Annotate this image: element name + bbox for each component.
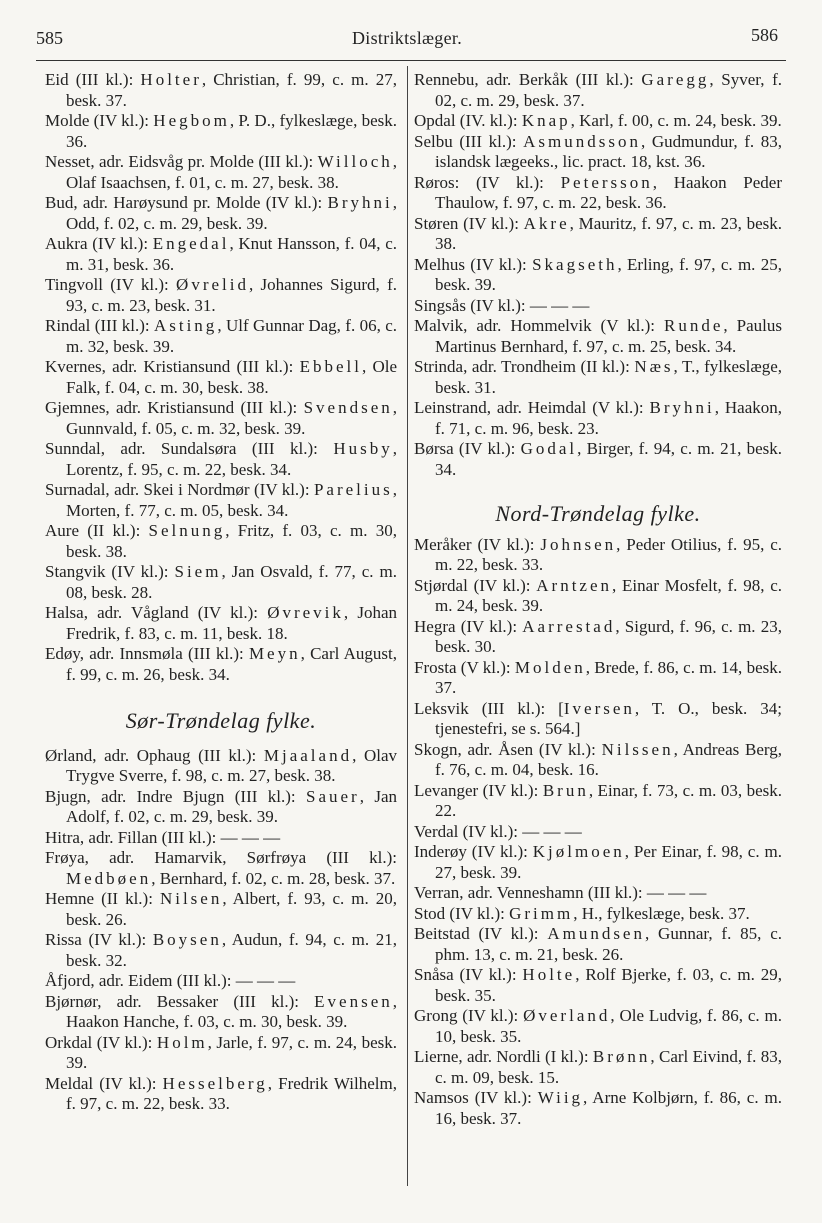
district-label: Børsa (IV kl.): <box>414 439 521 458</box>
doctor-details: , H., fylkeslæge, besk. 37. <box>573 903 750 923</box>
doctor-details: , Odd, f. 02, c. m. 29, besk. 39. <box>66 193 397 233</box>
doctor-details: , Jarle, f. 97, c. m. 24, besk. 39. <box>66 1032 397 1072</box>
doctor-details: , Einar, f. 73, c. m. 03, besk. 22. <box>435 780 782 820</box>
district-entry <box>414 576 782 617</box>
district-label: Rissa (IV kl.): <box>45 930 153 949</box>
district-entry <box>414 1006 782 1047</box>
doctor-details: , Audun, f. 94, c. m. 21, besk. 32. <box>66 930 397 970</box>
district-label: Rindal (III kl.): <box>45 316 154 335</box>
doctor-surname: Selnung <box>148 521 226 540</box>
doctor-details: , Mauritz, f. 97, c. m. 23, besk. 38. <box>435 213 782 253</box>
district-entry <box>414 842 782 883</box>
district-entry <box>414 658 782 699</box>
doctor-surname: Parelius <box>313 480 393 499</box>
district-entry <box>414 904 782 925</box>
district-label: Snåsa (IV kl.): <box>414 965 523 984</box>
page-number-left: 585 <box>36 28 63 48</box>
doctor-details: , Haakon Peder Thaulow, f. 97, c. m. 22, besk. 36. <box>435 172 782 212</box>
doctor-surname: Johnsen <box>540 534 617 554</box>
doctor-surname: Øverland <box>523 1006 611 1025</box>
district-entry <box>414 214 782 255</box>
doctor-details: , T. O., besk. 34; tjenestefri, se s. 564.] <box>435 698 783 738</box>
district-label: Nesset, adr. Eidsvåg pr. Molde (III kl.): <box>45 152 318 171</box>
district-label: Aukra (IV kl.): <box>45 234 153 253</box>
doctor-surname: Runde <box>664 316 724 335</box>
district-label: Stangvik (IV kl.): <box>45 562 175 581</box>
doctor-details: , Knut Hansson, f. 04, c. m. 31, besk. 36. <box>66 234 397 274</box>
doctor-surname: Iversen <box>563 698 635 718</box>
district-label: Tingvoll (IV kl.): <box>45 275 177 294</box>
doctor-surname: Holter <box>140 70 202 89</box>
doctor-surname: Nilssen <box>601 739 674 759</box>
district-label: Opdal (IV. kl.): <box>414 111 522 130</box>
district-label: Leksvik (III kl.): [ <box>414 698 564 718</box>
district-label: Eid (III kl.): <box>45 70 141 89</box>
district-entry <box>45 644 397 685</box>
district-label: Meråker (IV kl.): <box>414 534 541 554</box>
doctor-surname: Ebbell <box>299 357 362 376</box>
district-label: Hegra (IV kl.): <box>414 616 523 636</box>
doctor-surname: Willoch <box>317 152 393 171</box>
district-label: Grong (IV kl.): <box>414 1006 524 1025</box>
district-entry <box>45 889 397 930</box>
doctor-surname: Medbøen <box>66 868 152 888</box>
doctor-surname: Wiig <box>537 1088 584 1107</box>
doctor-details: , Carl Eivind, f. 83, c. m. 09, besk. 15. <box>435 1047 782 1087</box>
doctor-surname: Øvrevik <box>267 603 344 622</box>
doctor-surname: Nilsen <box>159 889 223 908</box>
running-title: Distriktslæger. <box>351 28 462 48</box>
doctor-surname: Siem <box>174 562 222 581</box>
district-label: Hemne (II kl.): <box>45 889 160 908</box>
district-entry <box>45 111 397 152</box>
district-label: Selbu (III kl.): <box>414 131 524 151</box>
district-entry <box>414 535 782 576</box>
doctor-details: , Ole Ludvig, f. 86, c. m. 10, besk. 35. <box>435 1006 782 1046</box>
district-entry <box>45 1033 397 1074</box>
district-entry <box>414 883 782 904</box>
doctor-details: , Jan Osvald, f. 77, c. m. 08, besk. 28. <box>66 562 397 602</box>
district-entry <box>45 439 397 480</box>
district-label: Kvernes, adr. Kristiansund (III kl.): <box>45 357 300 376</box>
doctor-details: , Syver, f. 02, c. m. 29, besk. 37. <box>435 70 782 110</box>
district-entry <box>45 275 397 316</box>
doctor-surname: Engedal <box>152 234 230 253</box>
district-label: Sunndal, adr. Sundalsøra (III kl.): <box>45 439 334 458</box>
doctor-details: , Bernhard, f. 02, c. m. 28, besk. 37. <box>151 868 396 888</box>
doctor-surname: Evensen <box>314 991 393 1011</box>
district-label: Åfjord, adr. Eidem (III kl.): — — — <box>45 971 296 990</box>
doctor-surname: Asmundsson <box>523 131 641 151</box>
section-title: Nord-Trøndelag fylke. <box>495 501 701 526</box>
doctor-details: , Carl August, f. 99, c. m. 26, besk. 34. <box>66 644 397 684</box>
doctor-surname: Skagseth <box>532 254 618 274</box>
district-label: Beitstad (IV kl.): <box>414 924 548 943</box>
header-rule <box>36 60 786 61</box>
doctor-surname: Holte <box>522 965 576 984</box>
district-entry <box>45 971 397 992</box>
district-label: Levanger (IV kl.): <box>414 780 543 800</box>
district-entry <box>45 930 397 971</box>
district-label: Bjugn, adr. Indre Bjugn (III kl.): <box>45 786 306 806</box>
doctor-details: , Peder Otilius, f. 95, c. m. 22, besk. 33. <box>435 534 782 574</box>
section-title: Sør-Trøndelag fylke. <box>125 708 317 733</box>
doctor-surname: Sauer <box>306 786 360 806</box>
district-label: Verran, adr. Venneshamn (III kl.): — — — <box>414 883 707 902</box>
doctor-surname: Hesselberg <box>162 1073 268 1093</box>
doctor-details: , Lorentz, f. 95, c. m. 22, besk. 34. <box>66 439 397 479</box>
doctor-details: , Morten, f. 77, c. m. 05, besk. 34. <box>66 480 397 520</box>
doctor-surname: Brønn <box>592 1047 651 1066</box>
doctor-details: , Ulf Gunnar Dag, f. 06, c. m. 32, besk. 39. <box>66 316 397 356</box>
doctor-details: , Brede, f. 86, c. m. 14, besk. 37. <box>435 657 782 697</box>
doctor-details: , P. D., fylkeslæge, besk. 36. <box>66 111 398 151</box>
district-label: Edøy, adr. Innsmøla (III kl.): <box>45 644 249 663</box>
district-entry <box>45 521 397 562</box>
district-entry <box>414 398 782 439</box>
district-entry <box>414 617 782 658</box>
doctor-details: , Olaf Isaachsen, f. 01, c. m. 27, besk. 38. <box>66 152 397 192</box>
doctor-details: , Johan Fredrik, f. 83, c. m. 11, besk. 18. <box>66 603 397 643</box>
doctor-details: , Albert, f. 93, c. m. 20, besk. 26. <box>66 889 397 929</box>
district-entry <box>45 480 397 521</box>
district-entry <box>414 255 782 296</box>
doctor-surname: Knap <box>521 111 571 130</box>
district-label: Bud, adr. Harøysund pr. Molde (IV kl.): <box>45 193 328 212</box>
doctor-surname: Grimm <box>509 903 574 923</box>
district-label: Meldal (IV kl.): <box>45 1073 163 1093</box>
doctor-surname: Holm <box>156 1032 208 1052</box>
left-column <box>45 70 397 1115</box>
district-label: Orkdal (IV kl.): <box>45 1032 157 1052</box>
doctor-details: , Ole Falk, f. 04, c. m. 30, besk. 38. <box>66 357 397 397</box>
district-label: Molde (IV kl.): <box>45 111 154 130</box>
doctor-surname: Aarrestad <box>522 616 616 636</box>
district-label: Frosta (V kl.): <box>414 657 515 677</box>
district-entry <box>45 234 397 275</box>
district-entry <box>414 1047 782 1088</box>
doctor-details: , Arne Kolbjørn, f. 86, c. m. 16, besk. 37. <box>435 1088 783 1128</box>
doctor-details: , Gunnar, f. 85, c. phm. 13, c. m. 21, besk. 26. <box>435 924 782 964</box>
district-label: Rennebu, adr. Berkåk (III kl.): <box>414 70 642 89</box>
doctor-surname: Husby <box>333 439 393 458</box>
district-entry <box>45 357 397 398</box>
doctor-details: , Gunnvald, f. 05, c. m. 32, besk. 39. <box>66 398 397 438</box>
column-divider <box>407 66 408 1186</box>
doctor-details: , Christian, f. 99, c. m. 27, besk. 37. <box>66 70 397 110</box>
district-entry <box>414 1088 782 1129</box>
doctor-details: , Haakon, f. 71, c. m. 96, besk. 23. <box>435 398 782 438</box>
district-label: Lierne, adr. Nordli (I kl.): <box>414 1047 593 1066</box>
doctor-details: , Gudmundur, f. 83, islandsk lægeeks., lic. pract. 18, kst. 36. <box>435 131 782 171</box>
district-entry <box>414 316 782 357</box>
district-entry <box>45 316 397 357</box>
doctor-details: , Sigurd, f. 96, c. m. 23, besk. 30. <box>435 616 782 656</box>
doctor-details: , Karl, f. 00, c. m. 24, besk. 39. <box>570 111 782 130</box>
doctor-surname: Meyn <box>248 644 301 663</box>
doctor-details: , Fredrik Wilhelm, f. 97, c. m. 22, besk. 33. <box>66 1073 397 1113</box>
district-entry <box>414 357 782 398</box>
district-entry <box>45 787 397 828</box>
district-label: Røros: (IV kl.): <box>414 172 561 192</box>
doctor-details: , Per Einar, f. 98, c. m. 27, besk. 39. <box>435 842 782 882</box>
district-entry <box>45 992 397 1033</box>
doctor-surname: Bryhni <box>649 398 715 417</box>
doctor-surname: Kjølmoen <box>532 842 625 861</box>
district-entry <box>45 193 397 234</box>
district-label: Stod (IV kl.): <box>414 903 510 923</box>
doctor-surname: Mjaaland <box>263 745 353 765</box>
doctor-surname: Øvrelid <box>176 275 249 294</box>
doctor-details: , Haakon Hanche, f. 03, c. m. 30, besk. 39. <box>66 991 397 1031</box>
doctor-details: , Jan Adolf, f. 02, c. m. 29, besk. 39. <box>66 786 398 826</box>
district-entry <box>414 965 782 1006</box>
doctor-details: , Einar Mosfelt, f. 98, c. m. 24, besk. 39. <box>435 575 782 615</box>
district-entry <box>414 132 782 173</box>
district-label: Frøya, adr. Hamarvik, Sørfrøya (III kl.): <box>45 848 397 867</box>
doctor-surname: Petersson <box>560 172 653 192</box>
district-label: Inderøy (IV kl.): <box>414 842 533 861</box>
district-label: Ørland, adr. Ophaug (III kl.): <box>45 745 264 765</box>
district-label: Verdal (IV kl.): — — — <box>414 821 582 841</box>
district-entry <box>45 152 397 193</box>
doctor-details: , Andreas Berg, f. 76, c. m. 04, besk. 16. <box>435 739 783 779</box>
district-label: Skogn, adr. Åsen (IV kl.): <box>414 739 602 759</box>
doctor-details: , Rolf Bjerke, f. 03, c. m. 29, besk. 35. <box>435 965 783 1005</box>
doctor-surname: Asting <box>153 316 218 335</box>
doctor-surname: Garegg <box>641 70 710 89</box>
district-label: Malvik, adr. Hommelvik (V kl.): <box>414 316 665 335</box>
doctor-details: , Paulus Martinus Bernhard, f. 97, c. m. 25, besk. 34. <box>435 316 782 356</box>
doctor-details: , T., fylkeslæge, besk. 31. <box>435 357 782 397</box>
doctor-surname: Svendsen <box>303 398 393 417</box>
district-label: Singsås (IV kl.): — — — <box>414 295 590 315</box>
district-entry <box>45 848 397 889</box>
district-entry <box>414 699 782 740</box>
doctor-surname: Næs <box>634 357 674 376</box>
district-entry <box>414 173 782 214</box>
district-entry <box>414 822 782 843</box>
doctor-surname: Amundsen <box>547 924 645 943</box>
doctor-details: , Erling, f. 97, c. m. 25, besk. 39. <box>435 254 782 294</box>
district-label: Bjørnør, adr. Bessaker (III kl.): <box>45 991 315 1011</box>
doctor-surname: Akre <box>523 213 570 233</box>
district-label: Stjørdal (IV kl.): <box>414 575 537 595</box>
district-entry <box>45 398 397 439</box>
district-label: Halsa, adr. Vågland (IV kl.): <box>45 603 268 622</box>
district-label: Aure (II kl.): <box>45 521 149 540</box>
district-label: Støren (IV kl.): <box>414 213 524 233</box>
doctor-surname: Boysen <box>152 930 222 949</box>
district-entry <box>414 924 782 965</box>
district-label: Surnadal, adr. Skei i Nordmør (IV kl.): <box>45 480 314 499</box>
district-entry <box>414 439 782 480</box>
doctor-details: , Olav Trygve Sverre, f. 98, c. m. 27, besk. 38. <box>66 745 397 785</box>
doctor-surname: Arntzen <box>536 575 613 595</box>
district-label: Leinstrand, adr. Heimdal (V kl.): <box>414 398 650 417</box>
district-label: Hitra, adr. Fillan (III kl.): — — — <box>45 827 281 847</box>
doctor-details: , Johannes Sigurd, f. 93, c. m. 23, besk. 31. <box>66 275 397 315</box>
district-label: Gjemnes, adr. Kristiansund (III kl.): <box>45 398 304 417</box>
district-label: Melhus (IV kl.): <box>414 254 533 274</box>
district-entry <box>45 828 397 849</box>
district-entry <box>45 603 397 644</box>
doctor-details: , Birger, f. 94, c. m. 21, besk. 34. <box>435 439 782 479</box>
page-number-right: 586 <box>751 25 778 45</box>
doctor-surname: Bryhni <box>327 193 393 212</box>
doctor-details: , Fritz, f. 03, c. m. 30, besk. 38. <box>66 521 397 561</box>
doctor-surname: Godal <box>520 439 578 458</box>
district-entry <box>414 111 782 132</box>
district-entry <box>414 70 782 111</box>
doctor-surname: Brun <box>542 780 589 800</box>
doctor-surname: Molden <box>514 657 586 677</box>
district-entry <box>45 746 397 787</box>
district-entry <box>414 296 782 317</box>
district-entry <box>45 70 397 111</box>
district-label: Strinda, adr. Trondheim (II kl.): <box>414 357 635 376</box>
page-header <box>36 25 778 52</box>
district-entry <box>414 740 782 781</box>
doctor-surname: Hegbom <box>153 111 230 130</box>
right-column <box>414 70 782 1129</box>
district-label: Namsos (IV kl.): <box>414 1088 538 1107</box>
district-entry <box>45 1074 397 1115</box>
district-entry <box>45 562 397 603</box>
district-entry <box>414 781 782 822</box>
